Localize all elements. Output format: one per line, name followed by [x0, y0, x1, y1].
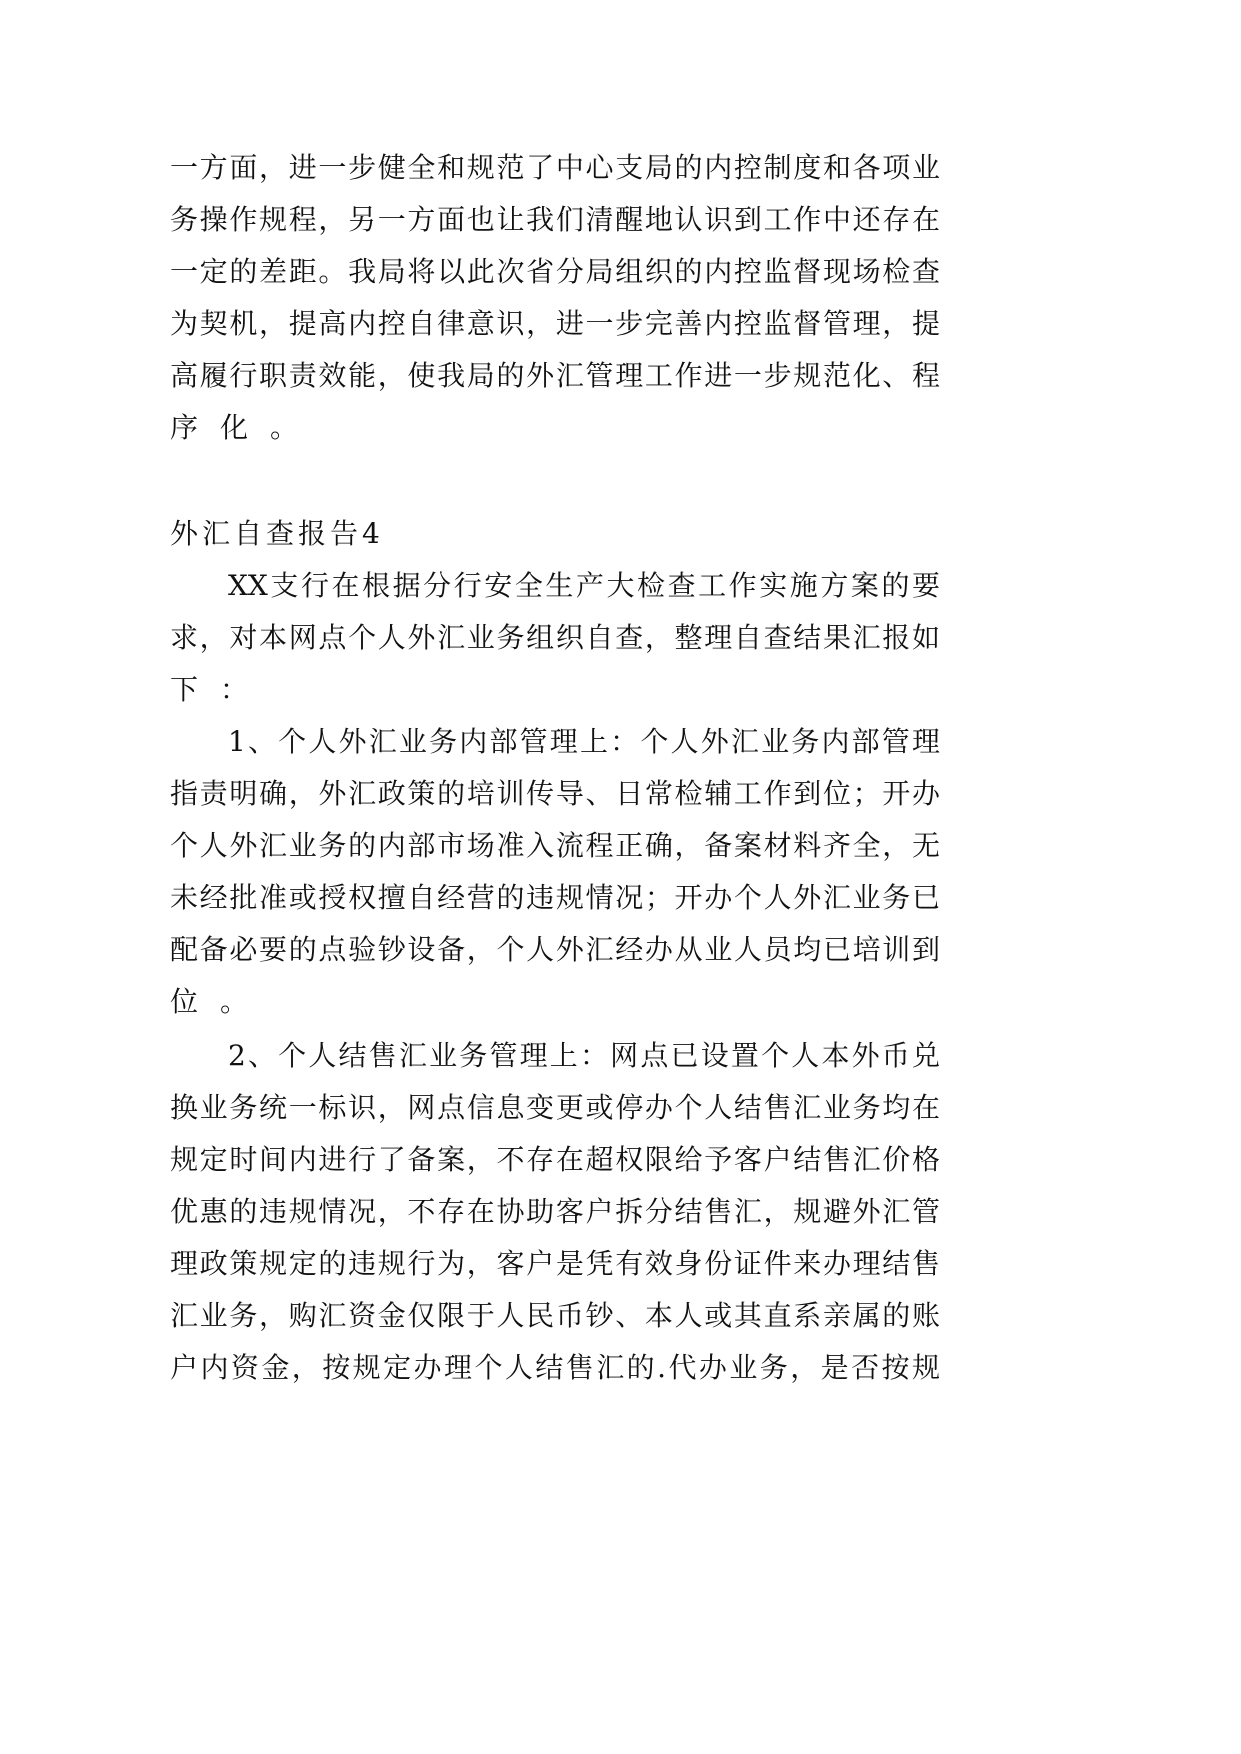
text-line: 理政策规定的违规行为，客户是凭有效身份证件来办理结售 [170, 1247, 940, 1280]
text-line: 为契机，提高内控自律意识，进一步完善内控监督管理，提 [170, 307, 940, 340]
text-line: 优惠的违规情况，不存在协助客户拆分结售汇，规避外汇管 [170, 1195, 940, 1228]
text-line: 换业务统一标识，网点信息变更或停办个人结售汇业务均在 [170, 1091, 940, 1124]
text-line: 1、个人外汇业务内部管理上：个人外汇业务内部管理 [228, 725, 940, 758]
text-line: 户内资金，按规定办理个人结售汇的.代办业务，是否按规 [170, 1351, 940, 1384]
text-line: XX支行在根据分行安全生产大检查工作实施方案的要 [228, 569, 940, 602]
text-line: 个人外汇业务的内部市场准入流程正确，备案材料齐全，无 [170, 829, 940, 862]
text-line: 规定时间内进行了备案，不存在超权限给予客户结售汇价格 [170, 1143, 940, 1176]
text-line: 高履行职责效能，使我局的外汇管理工作进一步规范化、程 [170, 359, 940, 392]
text-line: 一方面，进一步健全和规范了中心支局的内控制度和各项业 [170, 151, 940, 184]
text-line: 位。 [170, 985, 271, 1018]
text-line: 指责明确，外汇政策的培训传导、日常检辅工作到位；开办 [170, 777, 940, 810]
text-line: 求，对本网点个人外汇业务组织自查，整理自查结果汇报如 [170, 621, 940, 654]
text-line: 未经批准或授权擅自经营的违规情况；开办个人外汇业务已 [170, 881, 940, 914]
text-line: 一定的差距。我局将以此次省分局组织的内控监督现场检查 [170, 255, 940, 288]
text-line: 序化。 [170, 411, 321, 444]
text-line: 汇业务，购汇资金仅限于人民币钞、本人或其直系亲属的账 [170, 1299, 940, 1332]
text-line: 2、个人结售汇业务管理上：网点已设置个人本外币兑 [228, 1039, 940, 1072]
section-title: 外汇自查报告4 [170, 517, 384, 550]
text-line: 配备必要的点验钞设备，个人外汇经办从业人员均已培训到 [170, 933, 940, 966]
text-line: 下： [170, 673, 271, 706]
text-line: 务操作规程，另一方面也让我们清醒地认识到工作中还存在 [170, 203, 940, 236]
